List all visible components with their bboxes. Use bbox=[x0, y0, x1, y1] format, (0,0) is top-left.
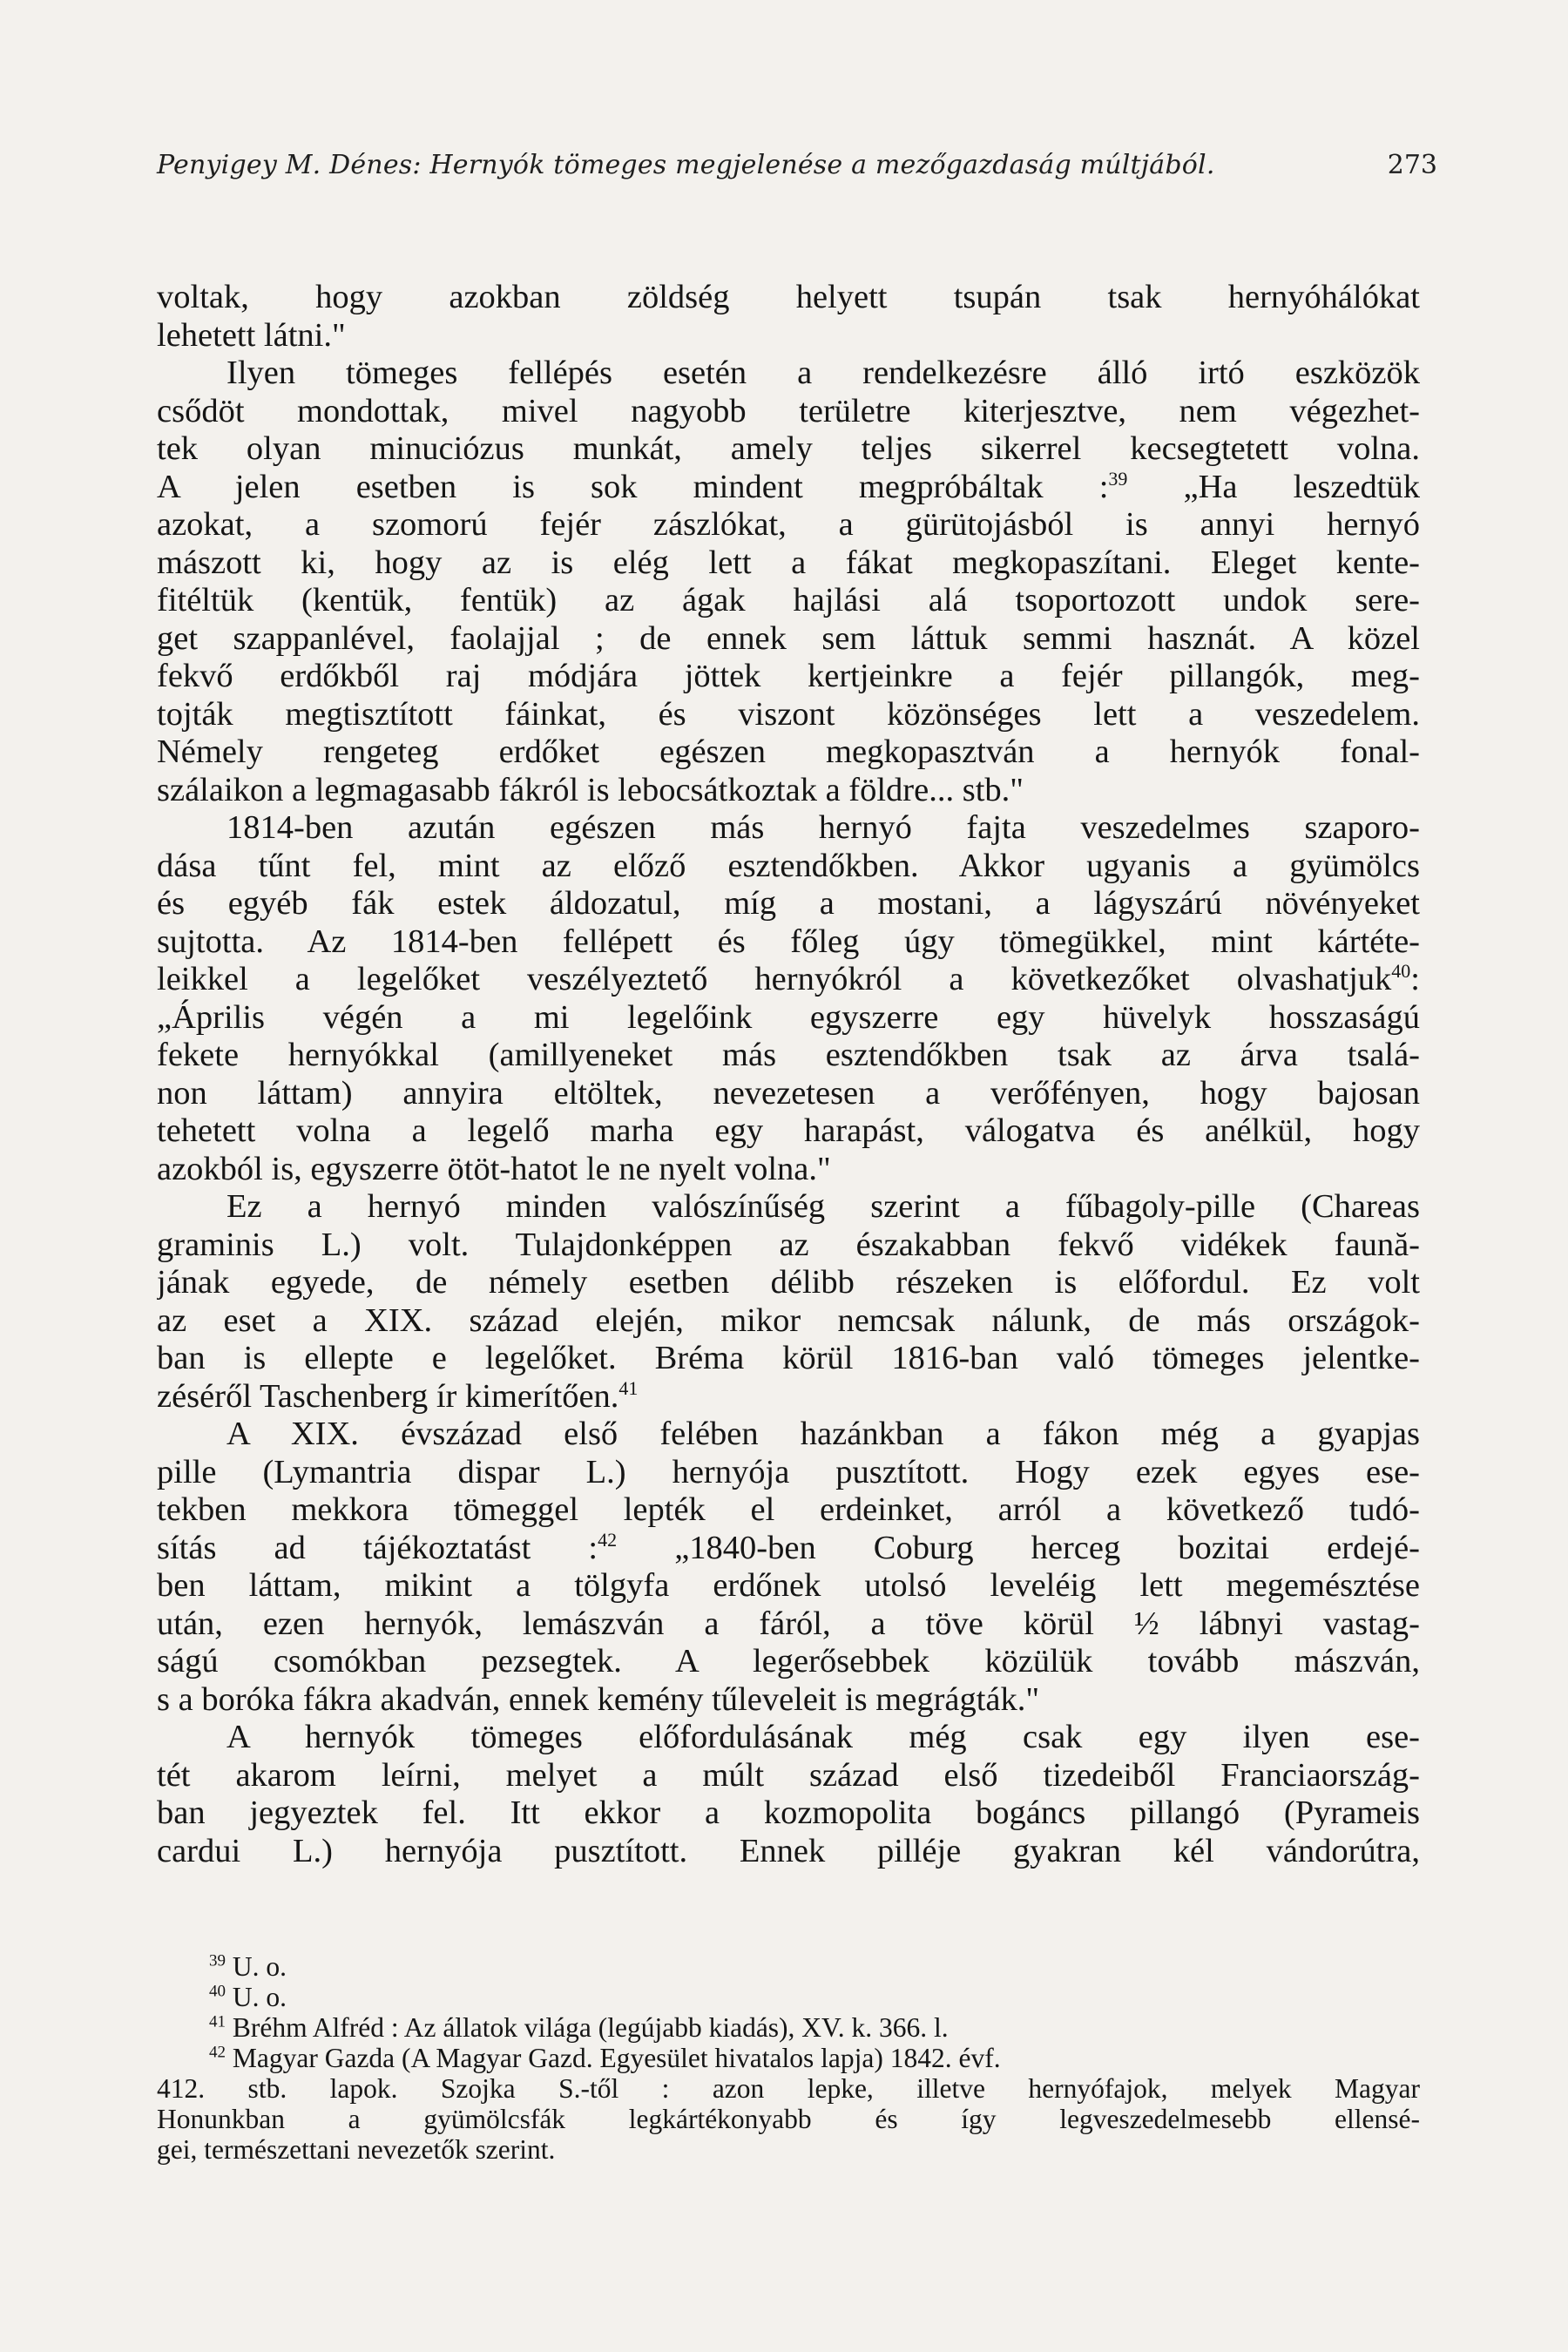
footnote-ref-41[interactable]: 41 bbox=[618, 1377, 639, 1399]
text-line: pille (Lymantria dispar L.) hernyója pusztított. Hogy ezek egyes ese- bbox=[157, 1453, 1420, 1490]
footnote-text: U. o. bbox=[232, 1951, 287, 1982]
text-line: mászott ki, hogy az is elég lett a fákat megkopaszítani. Eleget kente- bbox=[157, 544, 1420, 581]
text-line: ságú csomókban pezsegtek. A legerősebbek közülük tovább mászván, bbox=[157, 1643, 1420, 1680]
text-line: az eset a XIX. század elején, mikor nemcsak nálunk, de más országok- bbox=[157, 1301, 1420, 1339]
text-line: azokból is, egyszerre ötöt-hatot le ne nyelt volna." bbox=[157, 1150, 831, 1187]
text-line: ban is ellepte e legelőket. Bréma körül 1816-ban való tömeges jelentke- bbox=[157, 1340, 1420, 1376]
footnote-39 bbox=[157, 1951, 1420, 1982]
footnote-text: Magyar Gazda (A Magyar Gazd. Egyesület hivatalos lapja) 1842. évf. bbox=[232, 2043, 1001, 2073]
text-line-composite bbox=[157, 1605, 1420, 1644]
footnote-continuation: Honunkban a gyümölcsfák legkártékonyabb és így legveszedelmesebb ellensé- bbox=[157, 2104, 1420, 2134]
text-line: A hernyók tömeges előfordulásának még csak egy ilyen ese- bbox=[226, 1719, 1420, 1755]
text-segment: lábnyi vastag- bbox=[1159, 1605, 1420, 1642]
text-line: azokat, a szomorú fejér zászlókat, a gürütojásból is annyi hernyó bbox=[157, 506, 1420, 543]
footnote-number: 41 bbox=[209, 2012, 226, 2031]
text-segment: „Ha leszedtük bbox=[1127, 468, 1420, 505]
text-line-composite bbox=[157, 1530, 1420, 1568]
text-line: tek olyan minuciózus munkát, amely teljes sikerrel kecsegtetett volna. bbox=[157, 430, 1420, 467]
text-line: szálaikon a legmagasabb fákról is lebocsátkoztak a földre... stb." bbox=[157, 771, 1024, 808]
footnote-text: Bréhm Alfréd : Az állatok világa (legújabb kiadás), XV. k. 366. l. bbox=[232, 2012, 949, 2043]
footnote-ref-42[interactable]: 42 bbox=[598, 1529, 618, 1551]
text-line: graminis L.) volt. Tulajdonképpen az északabban fekvő vidékek faună- bbox=[157, 1226, 1420, 1263]
page-number: 273 bbox=[1387, 150, 1437, 180]
text-line: 1814-ben azután egészen más hernyó fajta veszedelmes szaporo- bbox=[226, 809, 1420, 846]
footnote-42 bbox=[157, 2043, 1420, 2073]
text-line: „Április végén a mi legelőink egyszerre egy hüvelyk hosszaságú bbox=[157, 998, 1420, 1036]
text-line: ben láttam, mikint a tölgyfa erdőnek utolsó leveléig lett megemésztése bbox=[157, 1567, 1420, 1604]
running-title: Penyigey M. Dénes: Hernyók tömeges megjelenése a mezőgazdaság múltjából. bbox=[157, 150, 1215, 180]
text-line: Ez a hernyó minden valószínűség szerint a fűbagoly-pille (Chareas bbox=[226, 1188, 1420, 1225]
text-line: voltak, hogy azokban zöldség helyett tsupán tsak hernyóhálókat bbox=[157, 279, 1420, 315]
text-line: cardui L.) hernyója pusztított. Ennek pilléje gyakran kél vándorútra, bbox=[157, 1832, 1420, 1869]
footnote-text: U. o. bbox=[232, 1982, 287, 2012]
text-segment: után, ezen hernyók, lemászván a fáról, a töve körül bbox=[157, 1605, 1094, 1642]
running-header bbox=[157, 150, 1437, 193]
footnote-number: 39 bbox=[209, 1951, 226, 1970]
text-line: fekete hernyókkal (amillyeneket más esztendőkben tsak az árva tsalá- bbox=[157, 1037, 1420, 1073]
footnotes bbox=[157, 1951, 1420, 2165]
text-line: fekvő erdőkből raj módjára jöttek kertjeinkre a fejér pillangók, meg- bbox=[157, 658, 1420, 694]
text-line: A XIX. évszázad első felében hazánkban a fákon még a gyapjas bbox=[226, 1416, 1420, 1452]
footnote-ref-40[interactable]: 40 bbox=[1391, 961, 1411, 983]
text-line: fitéltük (kentük, fentük) az ágak hajlási alá tsoportozott undok sere- bbox=[157, 582, 1420, 618]
text-segment: A jelen esetben is sok mindent megpróbáltak : bbox=[157, 468, 1109, 505]
text-segment: zéséről Taschenberg ír kimerítően. bbox=[157, 1377, 619, 1415]
text-line-composite bbox=[157, 1378, 1420, 1416]
text-segment: leikkel a legelőket veszélyeztető hernyókról a következőket olvashatjuk bbox=[157, 961, 1392, 997]
text-line: get szappanlével, faolajjal ; de ennek sem láttuk semmi hasznát. A közel bbox=[157, 619, 1420, 657]
text-line: dása tűnt fel, mint az előző esztendőkben. Akkor ugyanis a gyümölcs bbox=[157, 847, 1420, 884]
text-line-composite bbox=[157, 469, 1420, 507]
text-segment: : bbox=[1410, 961, 1420, 997]
text-line: Ilyen tömeges fellépés esetén a rendelkezésre álló irtó eszközök bbox=[226, 355, 1420, 391]
text-line: csődöt mondottak, mivel nagyobb területre kiterjesztve, nem végezhet- bbox=[157, 392, 1420, 429]
text-line: és egyéb fák estek áldozatul, míg a mostani, a lágyszárú növényeket bbox=[157, 885, 1420, 922]
footnote-continuation: gei, természettani nevezetők szerint. bbox=[157, 2134, 556, 2165]
footnote-ref-39[interactable]: 39 bbox=[1108, 468, 1128, 490]
footnote-40 bbox=[157, 1982, 1420, 2012]
footnote-41 bbox=[157, 2012, 1420, 2043]
text-line: ban jegyeztek fel. Itt ekkor a kozmopolita bogáncs pillangó (Pyrameis bbox=[157, 1794, 1420, 1831]
text-line: s a boróka fákra akadván, ennek kemény tűleveleit is megrágták." bbox=[157, 1680, 1040, 1718]
fraction-half: ½ bbox=[1133, 1605, 1159, 1642]
text-line: jának egyede, de némely esetben délibb részeken is előfordul. Ez volt bbox=[157, 1264, 1420, 1301]
footnote-number: 40 bbox=[209, 1982, 226, 2001]
text-line: non láttam) annyira eltöltek, nevezetesen a verőfényen, hogy bajosan bbox=[157, 1074, 1420, 1112]
footnote-number: 42 bbox=[209, 2043, 226, 2062]
footnote-continuation: 412. stb. lapok. Szojka S.-től : azon lepke, illetve hernyófajok, melyek Magyar bbox=[157, 2073, 1420, 2104]
body-text bbox=[157, 279, 1420, 1870]
text-line: tét akarom leírni, melyet a múlt század első tizedeiből Franciaország- bbox=[157, 1756, 1420, 1794]
text-line: lehetett látni." bbox=[157, 316, 346, 354]
text-segment: sítás ad tájékoztatást : bbox=[157, 1529, 598, 1566]
text-line: tojták megtisztított fáinkat, és viszont közönséges lett a veszedelem. bbox=[157, 695, 1420, 733]
text-line: Némely rengeteg erdőket egészen megkopasztván a hernyók fonal- bbox=[157, 733, 1420, 770]
text-line: tehetett volna a legelő marha egy harapást, válogatva és anélkül, hogy bbox=[157, 1112, 1420, 1149]
text-line: sujtotta. Az 1814-ben fellépett és főleg úgy tömegükkel, mint kártéte- bbox=[157, 923, 1420, 960]
text-line: tekben mekkora tömeggel lepték el erdeinket, arról a következő tudó- bbox=[157, 1491, 1420, 1528]
text-line-composite bbox=[157, 961, 1420, 999]
text-segment: „1840-ben Coburg herceg bozitai erdejé- bbox=[617, 1529, 1420, 1566]
